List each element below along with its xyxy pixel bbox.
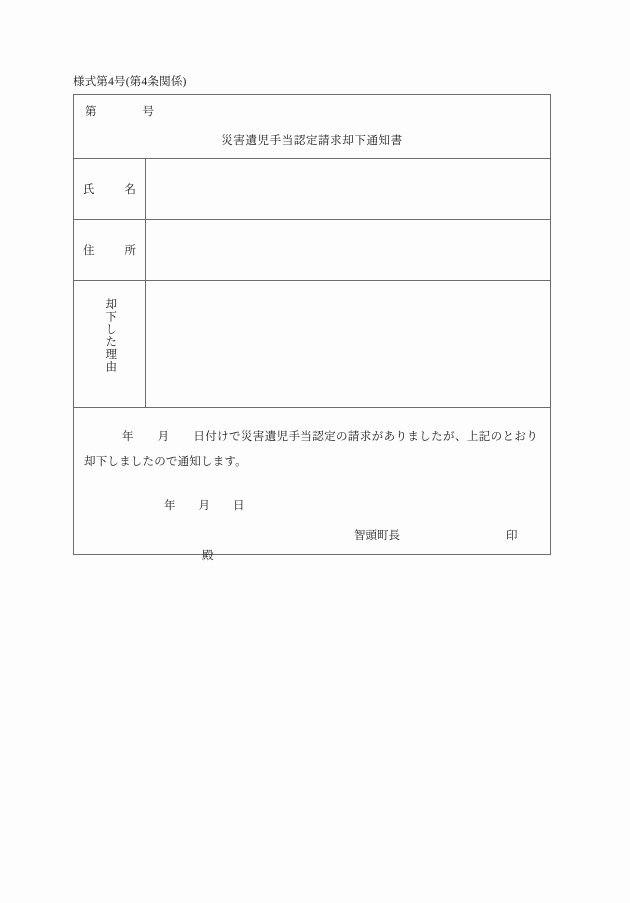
name-value-field[interactable] (146, 159, 551, 220)
addressee-suffix: 殿 (202, 550, 214, 562)
label-cell-name (74, 159, 146, 220)
name-label: 氏名 (83, 184, 136, 196)
statement-paragraph: 年 月 日付けで災害遺児手当認定の請求がありましたが、上記のとおり却下しましたので通知します。 (84, 431, 538, 468)
address-label: 住所 (83, 245, 136, 257)
document-number-field[interactable]: 第 号 (85, 106, 154, 118)
statement-cell (74, 408, 551, 562)
signature-date-field[interactable]: 年 月 日 (164, 500, 245, 512)
label-cell-reason (74, 281, 146, 408)
table-row-reason (74, 281, 551, 408)
document-title: 災害遺児手当認定請求却下通知書 (221, 135, 403, 147)
issuing-authority: 智頭町長 (354, 530, 400, 542)
notification-form-table (73, 94, 551, 562)
reason-label-vertical: 却下した理由 (104, 298, 117, 373)
table-row-name (74, 159, 551, 220)
address-value-field[interactable] (146, 220, 551, 281)
form-number-label: 様式第4号(第4条関係) (73, 76, 187, 88)
table-row-statement (74, 408, 551, 555)
label-cell-address (74, 220, 146, 281)
seal-mark-icon: 印 (506, 530, 518, 542)
reason-value-field[interactable] (146, 281, 551, 408)
table-row-header (74, 95, 551, 159)
header-cell (74, 95, 551, 159)
table-row-address (74, 220, 551, 281)
